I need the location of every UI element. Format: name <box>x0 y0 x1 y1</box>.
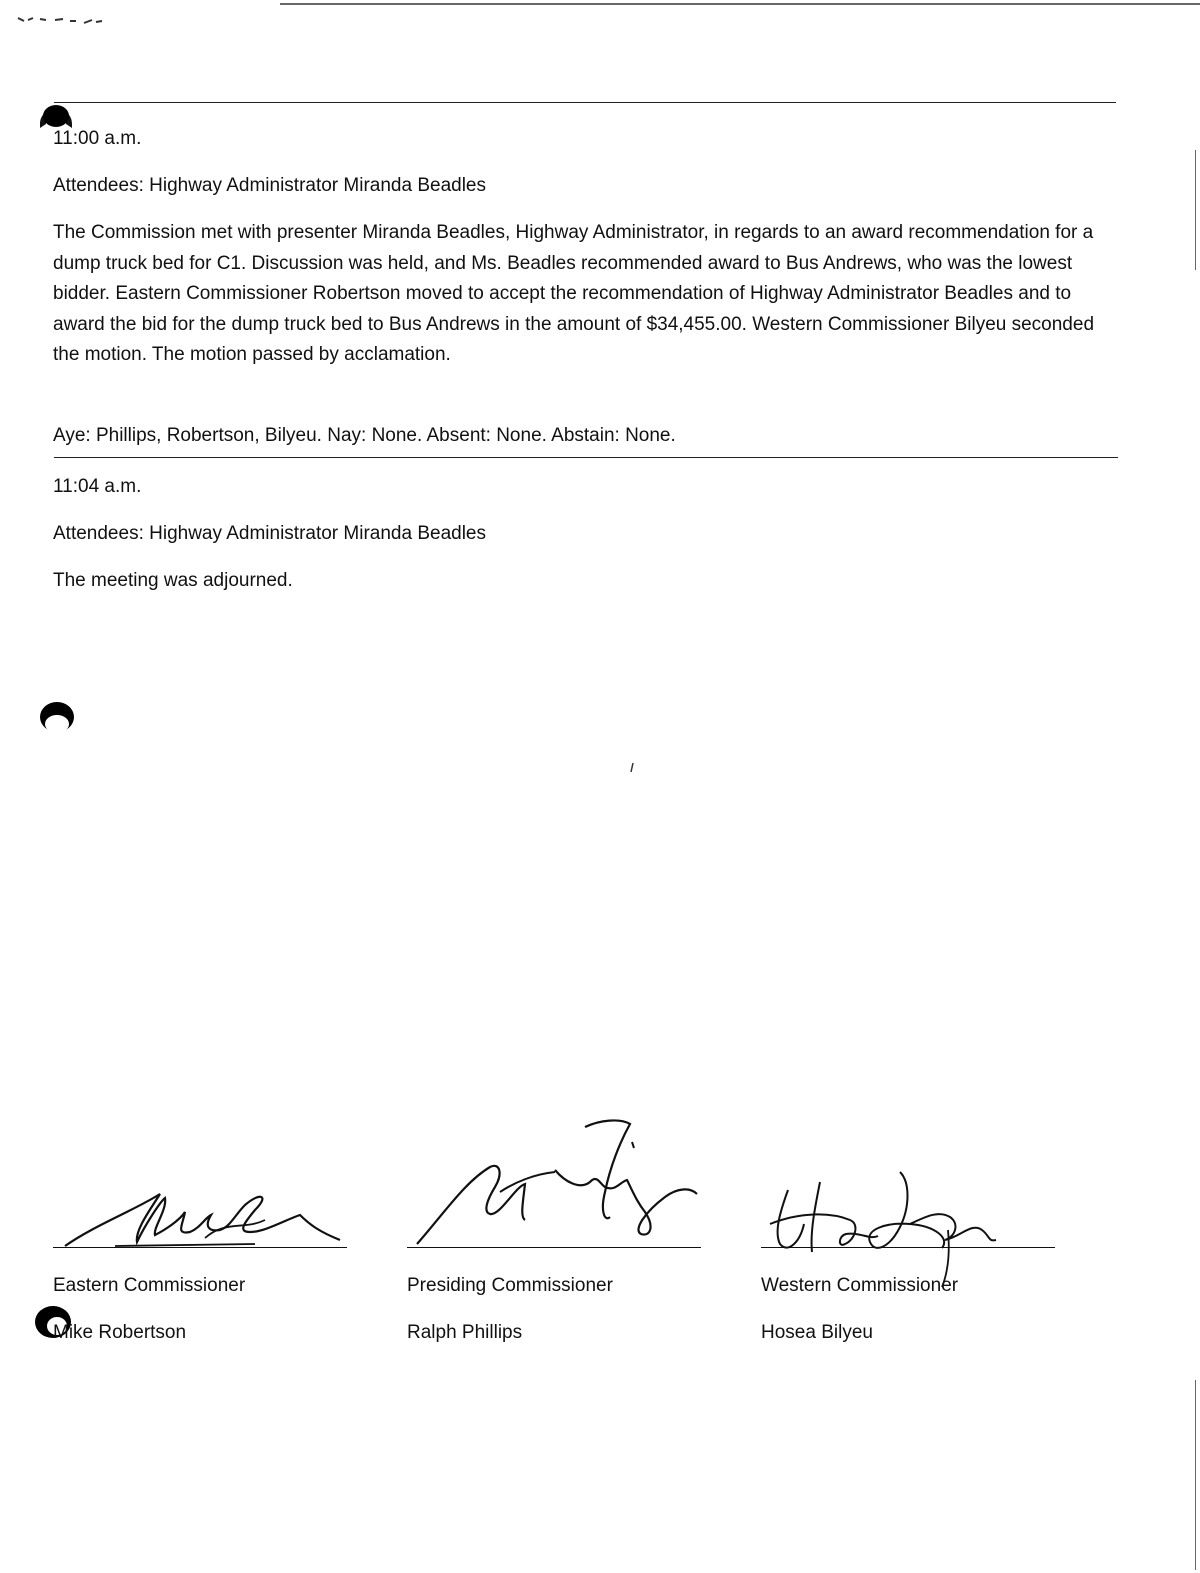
section-divider <box>54 102 1116 103</box>
signature-robertson <box>55 1180 345 1255</box>
signature-phillips <box>405 1112 705 1252</box>
signatory-name: Hosea Bilyeu <box>761 1322 873 1343</box>
signatory-title: Eastern Commissioner <box>53 1275 246 1296</box>
entry-attendees: Attendees: Highway Administrator Miranda Beadles <box>53 523 487 544</box>
signatory-name: Mike Robertson <box>53 1322 187 1343</box>
entry-body: The meeting was adjourned. <box>53 570 293 591</box>
scan-artifact-mark <box>628 762 636 774</box>
section-divider <box>54 457 1118 458</box>
scan-artifact-top <box>0 0 1200 40</box>
signatory-title: Presiding Commissioner <box>407 1275 613 1296</box>
signatory-title: Western Commissioner <box>761 1275 959 1296</box>
page-edge <box>1195 150 1196 270</box>
entry-time: 11:04 a.m. <box>53 476 142 497</box>
punch-hole-icon <box>37 697 77 735</box>
vote-record: Aye: Phillips, Robertson, Bilyeu. Nay: None. Absent: None. Abstain: None. <box>53 425 676 446</box>
signatory-name: Ralph Phillips <box>407 1322 523 1343</box>
entry-attendees: Attendees: Highway Administrator Miranda Beadles <box>53 175 487 196</box>
page-edge <box>1195 1380 1196 1570</box>
entry-time: 11:00 a.m. <box>53 128 142 149</box>
entry-body: The Commission met with presenter Miranda Beadles, Highway Administrator, in regards to an award recommendation for a dump truck bed for C1. Discussion was held, and Ms. Beadles recommended award to Bus Andrews, who was the lowest bidder. Eastern Commissioner Robertson moved to accept the recommendation of Highway Administrator Beadles and to award the bid for the dump truck bed to Bus Andrews in the amount of $34,455.00. Western Commissioner Bilyeu seconded the motion. The motion passed by acclamation. <box>53 222 1095 365</box>
